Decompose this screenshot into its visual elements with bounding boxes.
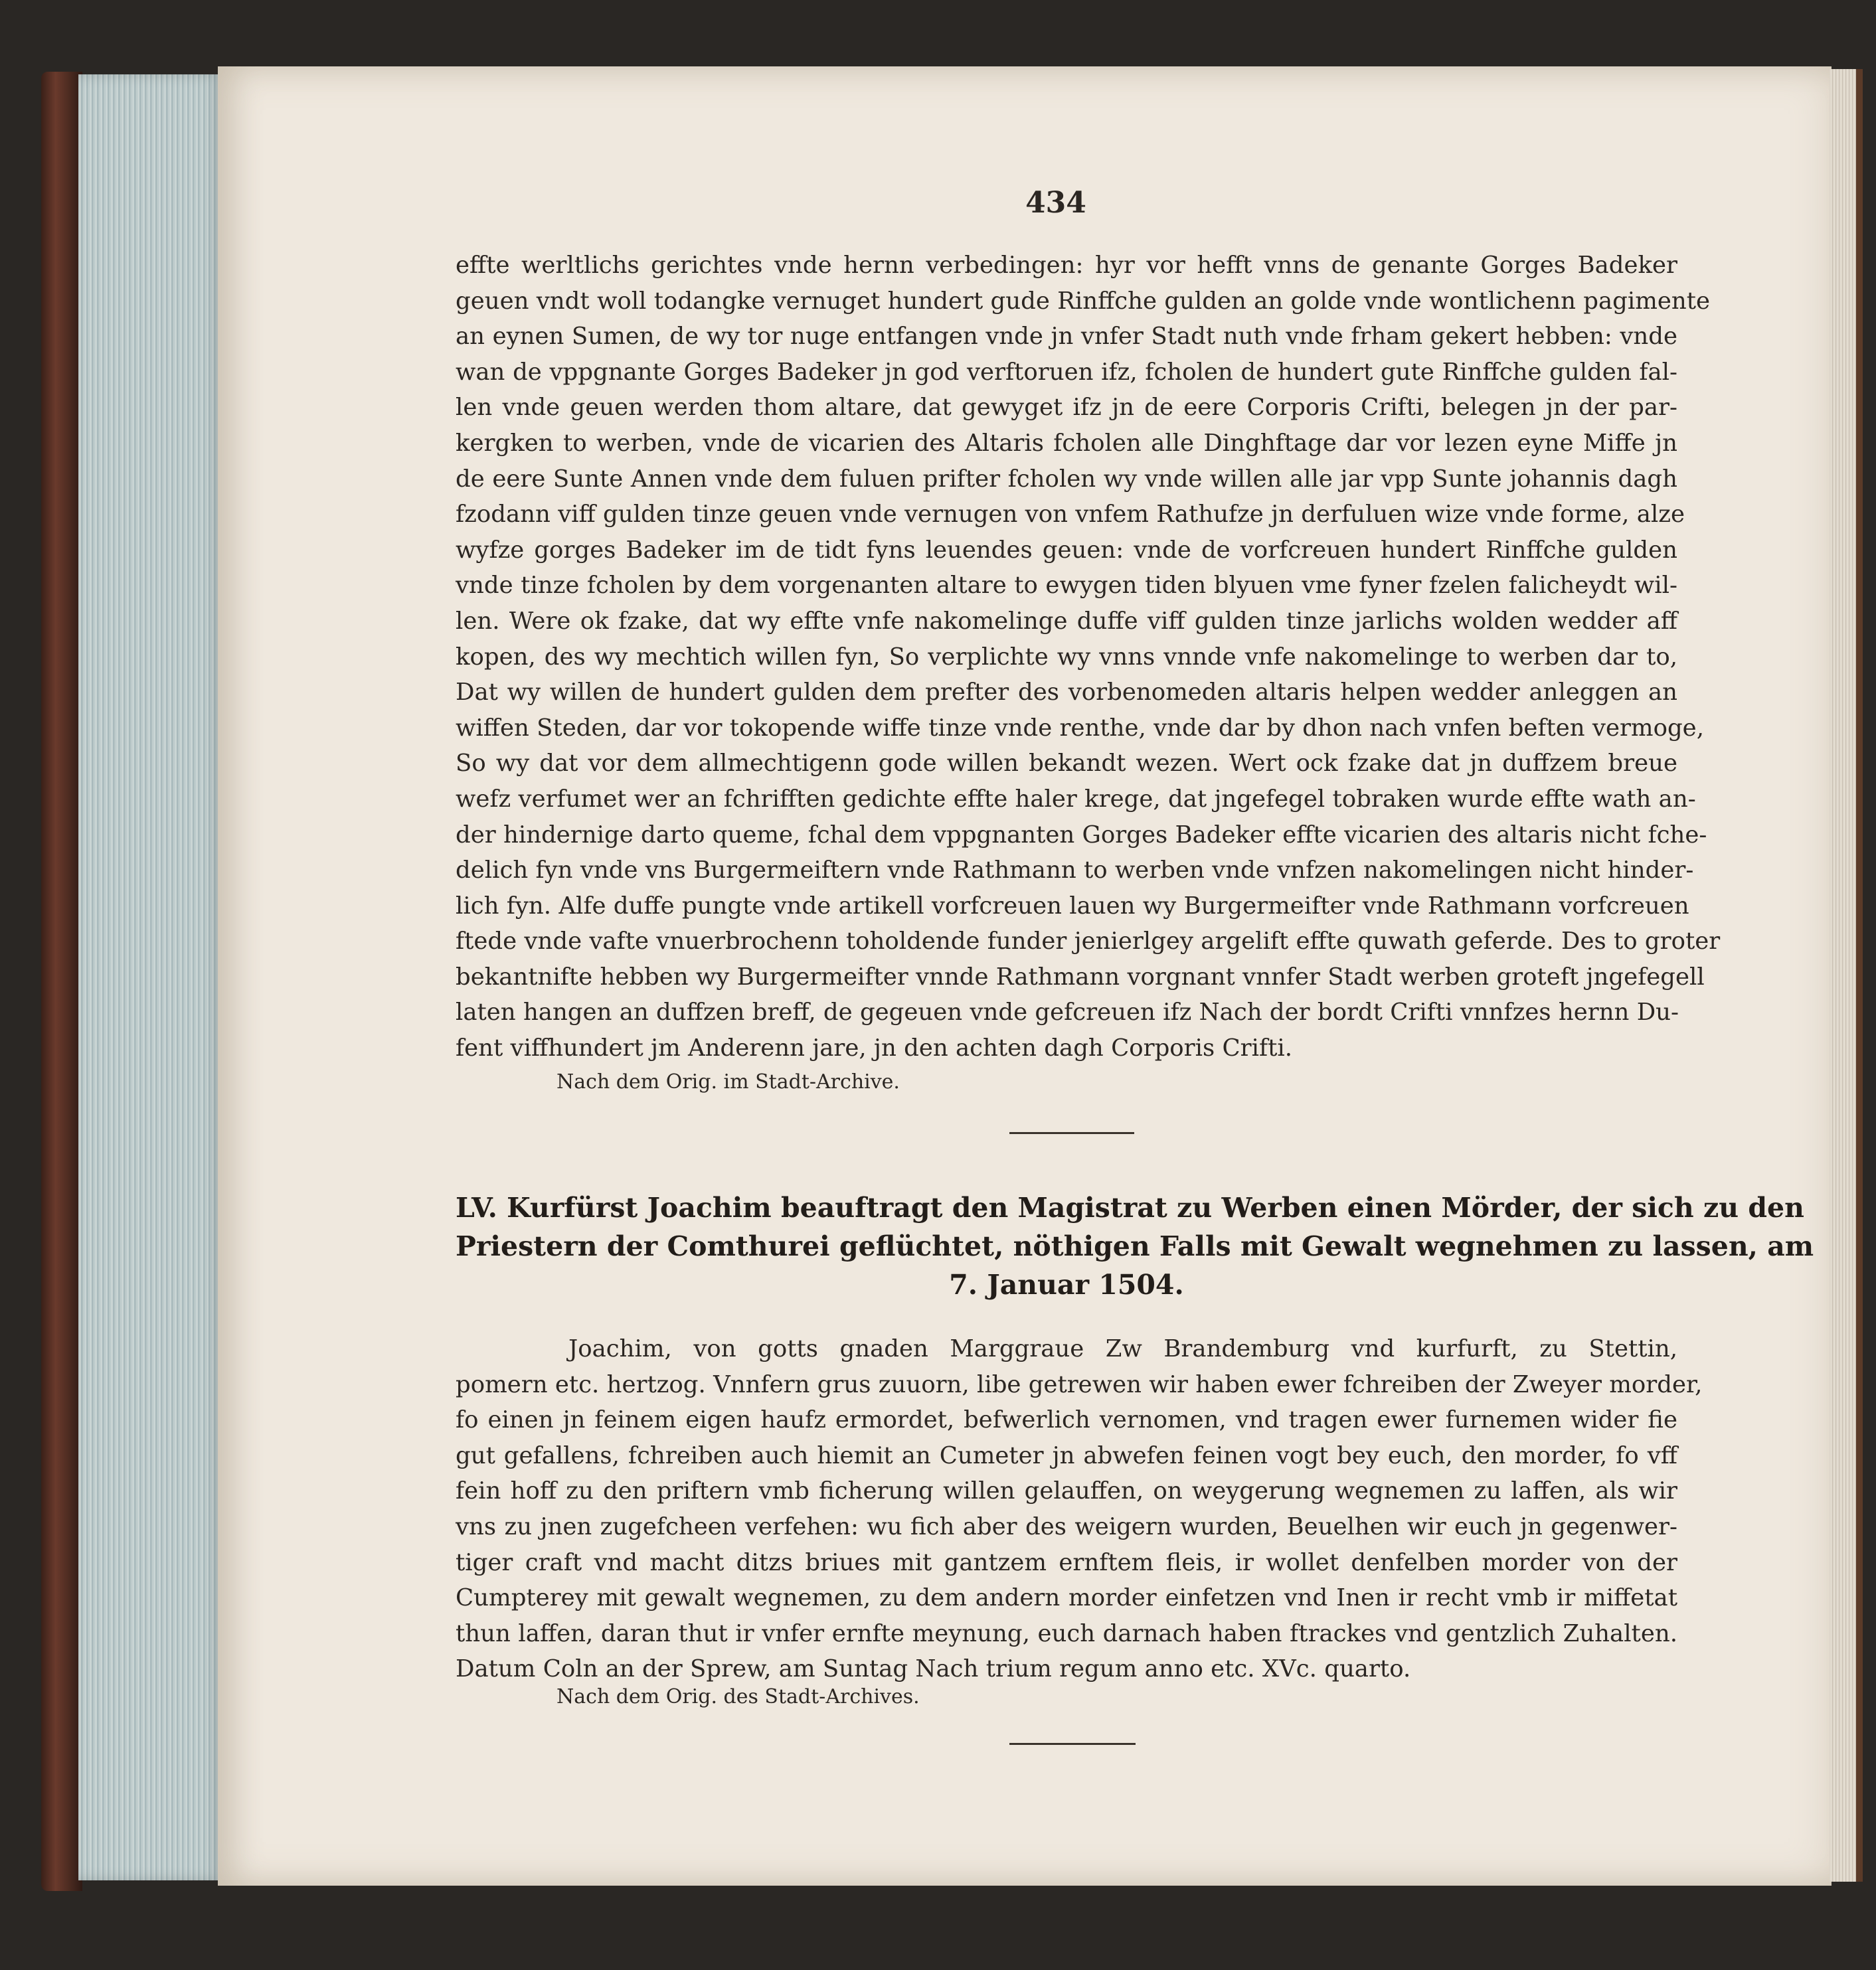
- section-heading: [456, 1189, 1814, 1304]
- heading-line: Priestern der Comthurei geflüchtet, nöthigen Falls mit Gewalt wegnehmen zu lassen, am: [456, 1230, 1814, 1262]
- heading-line: 7. Januar 1504.: [949, 1269, 1184, 1301]
- text-line: bekantnifte hebben wy Burgermeifter vnnde Rathmann vorgnant vnnfer Stadt werben groteft jngefegell: [456, 963, 1705, 991]
- text-line: wyfze gorges Badeker im de tidt fyns leuendes geuen: vnde de vorfcreuen hundert Rinffche gulden: [456, 536, 1677, 564]
- text-line: kergken to werben, vnde de vicarien des Altaris fcholen alle Dinghftage dar vor lezen eyne Miffe jn: [456, 429, 1677, 457]
- text-line: kopen, des wy mechtich willen fyn, So verplichte wy vnns vnnde vnfe nakomelinge to werben dar to,: [456, 643, 1677, 671]
- text-line: geuen vndt woll todangke vernuget hundert gude Rinffche gulden an golde vnde wontlichenn pagimente: [456, 287, 1711, 315]
- text-line: de eere Sunte Annen vnde dem fuluen prifter fcholen wy vnde willen alle jar vpp Sunte johannis dagh: [456, 465, 1677, 493]
- text-line: lich fyn. Alfe duffe pungte vnde artikell vorfcreuen lauen wy Burgermeifter vnde Rathmann vorfcreuen: [456, 892, 1689, 920]
- text-line: len. Were ok fzake, dat wy effte vnfe nakomelinge duffe viff gulden tinze jarlichs wolden wedder aff: [456, 607, 1677, 635]
- source-note: Nach dem Orig. im Stadt-Archive.: [556, 1070, 900, 1094]
- text-line: wiffen Steden, dar vor tokopende wiffe tinze vnde renthe, vnde dar by dhon nach vnfen beften vermoge,: [456, 714, 1704, 742]
- text-line: vnde tinze fcholen by dem vorgenanten altare to ewygen tiden blyuen vme fyner fzelen falicheydt wil-: [456, 572, 1677, 600]
- text-line: So wy dat vor dem allmechtigenn gode willen bekandt wezen. Wert ock fzake dat jn duffzem breue: [456, 750, 1677, 778]
- text-line: Joachim, von gotts gnaden Marggraue Zw Brandemburg vnd kurfurft, zu Stettin,: [568, 1335, 1677, 1362]
- text-line: der hindernige darto queme, fchal dem vppgnanten Gorges Badeker effte vicarien des altaris nicht fche-: [456, 821, 1707, 849]
- text-line: delich fyn vnde vns Burgermeiftern vnde Rathmann to werben vnde vnfzen nakomelingen nicht hinder-: [456, 857, 1694, 884]
- page-edges-right: [1830, 69, 1863, 1882]
- section-divider: [1009, 1743, 1136, 1745]
- document-1-text: [456, 248, 1721, 1066]
- text-line: laten hangen an duffzen breff, de gegeuen vnde gefcreuen ifz Nach der bordt Crifti vnnfzes hernn Du-: [456, 999, 1679, 1026]
- source-note: Nach dem Orig. des Stadt-Archives.: [556, 1685, 920, 1708]
- text-line: Datum Coln an der Sprew, am Suntag Nach trium regum anno etc. XVc. quarto.: [456, 1655, 1411, 1683]
- text-line: fein hoff zu den priftern vmb ficherung willen gelauffen, on weygerung wegnemen zu laffen, als wir: [456, 1477, 1677, 1505]
- text-line: Dat wy willen de hundert gulden dem prefter des vorbenomeden altaris helpen wedder anleggen an: [456, 679, 1677, 706]
- text-line: effte werltlichs gerichtes vnde hernn verbedingen: hyr vor hefft vnns de genante Gorges Badeker: [456, 252, 1677, 279]
- page-edges-left: [78, 74, 222, 1880]
- text-line: fzodann viff gulden tinze geuen vnde vernugen von vnfem Rathufze jn derfuluen wize vnde forme, alze: [456, 501, 1685, 529]
- page-number: 434: [1025, 186, 1086, 220]
- section-divider: [1009, 1132, 1134, 1134]
- text-line: ftede vnde vafte vnuerbrochenn toholdende funder jenierlgey argelift effte quwath geferde. Des to groter: [456, 928, 1721, 955]
- text-line: fent viffhundert jm Anderenn jare, jn den achten dagh Corporis Crifti.: [456, 1034, 1293, 1062]
- text-line: vns zu jnen zugefcheen verfehen: wu fich aber des weigern wurden, Beuelhen wir euch jn gegenwer-: [456, 1513, 1677, 1540]
- text-line: thun laffen, daran thut ir vnfer ernfte meynung, euch darnach haben ftrackes vnd gentzlich Zuhalten.: [456, 1619, 1677, 1647]
- text-line: Cumpterey mit gewalt wegnemen, zu dem andern morder einfetzen vnd Inen ir recht vmb ir miffetat: [456, 1584, 1677, 1612]
- book-spine: [41, 72, 82, 1891]
- text-line: len vnde geuen werden thom altare, dat gewyget ifz jn de eere Corporis Crifti, belegen jn der par-: [456, 394, 1677, 422]
- text-line: tiger craft vnd macht ditzs briues mit gantzem ernftem fleis, ir wollet denfelben morder von der: [456, 1548, 1677, 1576]
- heading-line: LV. Kurfürst Joachim beauftragt den Magistrat zu Werben einen Mörder, der sich zu den: [456, 1192, 1804, 1224]
- text-line: wan de vppgnante Gorges Badeker jn god verftoruen ifz, fcholen de hundert gute Rinffche gulden fal-: [456, 358, 1677, 386]
- document-2-text: [456, 1331, 1703, 1687]
- text-line: pomern etc. hertzog. Vnnfern grus zuuorn, libe getrewen wir haben ewer fchreiben der Zweyer morder,: [456, 1370, 1703, 1398]
- text-line: an eynen Sumen, de wy tor nuge entfangen vnde jn vnfer Stadt nuth vnde frham gekert hebben: vnde: [456, 323, 1677, 351]
- text-line: wefz verfumet wer an fchrifften gedichte effte haler krege, dat jngefegel tobraken wurde effte wath an-: [456, 785, 1696, 813]
- text-line: fo einen jn feinem eigen haufz ermordet, befwerlich vernomen, vnd tragen ewer furnemen wider fie: [456, 1406, 1677, 1434]
- text-line: gut gefallens, fchreiben auch hiemit an Cumeter jn abwefen feinen vogt bey euch, den morder, fo vff: [456, 1441, 1677, 1469]
